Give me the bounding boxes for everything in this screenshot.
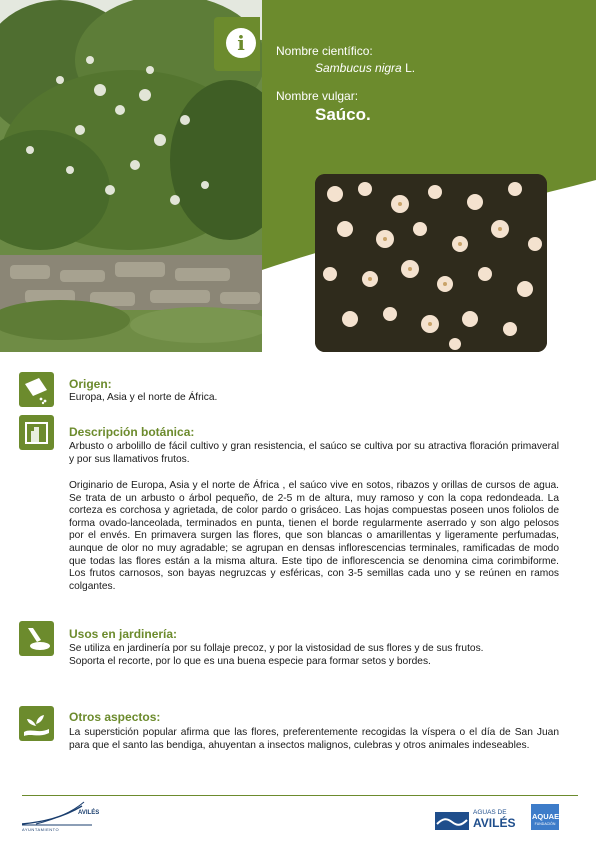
scientific-author: L.	[405, 61, 416, 75]
otros-text: La superstición popular afirma que las flores, preferentemente recogidas la víspera o el día de San Juan para que el santo las bendiga, ahuyentan a insectos malignos, culebras y otros animales indeseables.	[69, 727, 559, 751]
aviles-text: AVILÉS	[473, 816, 516, 830]
usos-line2: Soporta el recorte, por lo que es una buena especie para formar setos y bordes.	[69, 656, 431, 667]
origen-title: Origen:	[69, 377, 112, 391]
trowel-icon	[19, 621, 54, 656]
origen-text: Europa, Asia y el norte de África.	[69, 392, 218, 403]
otros-title: Otros aspectos:	[69, 710, 161, 724]
common-name-label: Nombre vulgar:	[276, 89, 359, 103]
map-icon	[19, 372, 54, 407]
ayuntamiento-text: AYUNTAMIENTO	[22, 827, 60, 832]
scientific-name-italic: Sambucus nigra	[315, 61, 402, 75]
descripcion-p2: Originario de Europa, Asia y el norte de África , el saúco vive en sotos, ribazos y orillas de cursos de agua. Se trata de un arbusto o árbol pequeño, de 2-5 m de altura, muy ramoso y con la copa redondeada. La corteza es corchosa y agrietada, de color pardo o grisáceo. Las hojas compuestas poseen unos foliolos de forma ovado-lanceolada, terminados en punta, tienen el borde regularmente aserrado y son algo pelosos por el envés. En primavera surgen las flores, que son blancas o amarillentas y ligeramente perfumadas, aunque de olor no muy agradable; se agrupan en densas inflorescencias terminales, ramificadas de modo que todas las flores están a la misma altura. Este tipo de inflorescencia se denomina cima corimbiforme. Los frutos carnosos, son bayas negruzcas y esféricas, con 3-5 semillas cada uno y se reúnen en ramos colgantes.	[69, 480, 559, 592]
aguas-wave-icon	[435, 812, 469, 830]
descripcion-p1: Arbusto o arbolillo de fácil cultivo y gran resistencia, el saúco se cultiva por su atractiva floración primaveral y por sus llamativos frutos.	[69, 441, 559, 465]
aguas-de-text: AGUAS DE	[473, 809, 507, 816]
info-icon: i	[226, 28, 256, 58]
aviles-small-text: AVILÉS	[78, 810, 100, 816]
hand-plant-icon	[19, 706, 54, 741]
flower-photo	[315, 174, 547, 352]
scientific-name-label: Nombre científico:	[276, 44, 373, 58]
ayuntamiento-logo	[22, 800, 102, 834]
aquae-logo	[531, 804, 559, 830]
aguas-de-aviles-logo	[435, 809, 515, 833]
descripcion-title: Descripción botánica:	[69, 425, 195, 439]
footer-divider	[22, 795, 578, 796]
aquae-text: AQUAE	[532, 812, 560, 821]
book-icon	[19, 415, 54, 450]
scientific-name	[315, 61, 415, 75]
usos-line1: Se utiliza en jardinería por su follaje precoz, y por la vistosidad de sus flores y de sus frutos.	[69, 643, 484, 654]
usos-title: Usos en jardinería:	[69, 627, 178, 641]
common-name: Saúco.	[315, 105, 371, 124]
fundacion-text: FUNDACIÓN	[534, 822, 556, 826]
